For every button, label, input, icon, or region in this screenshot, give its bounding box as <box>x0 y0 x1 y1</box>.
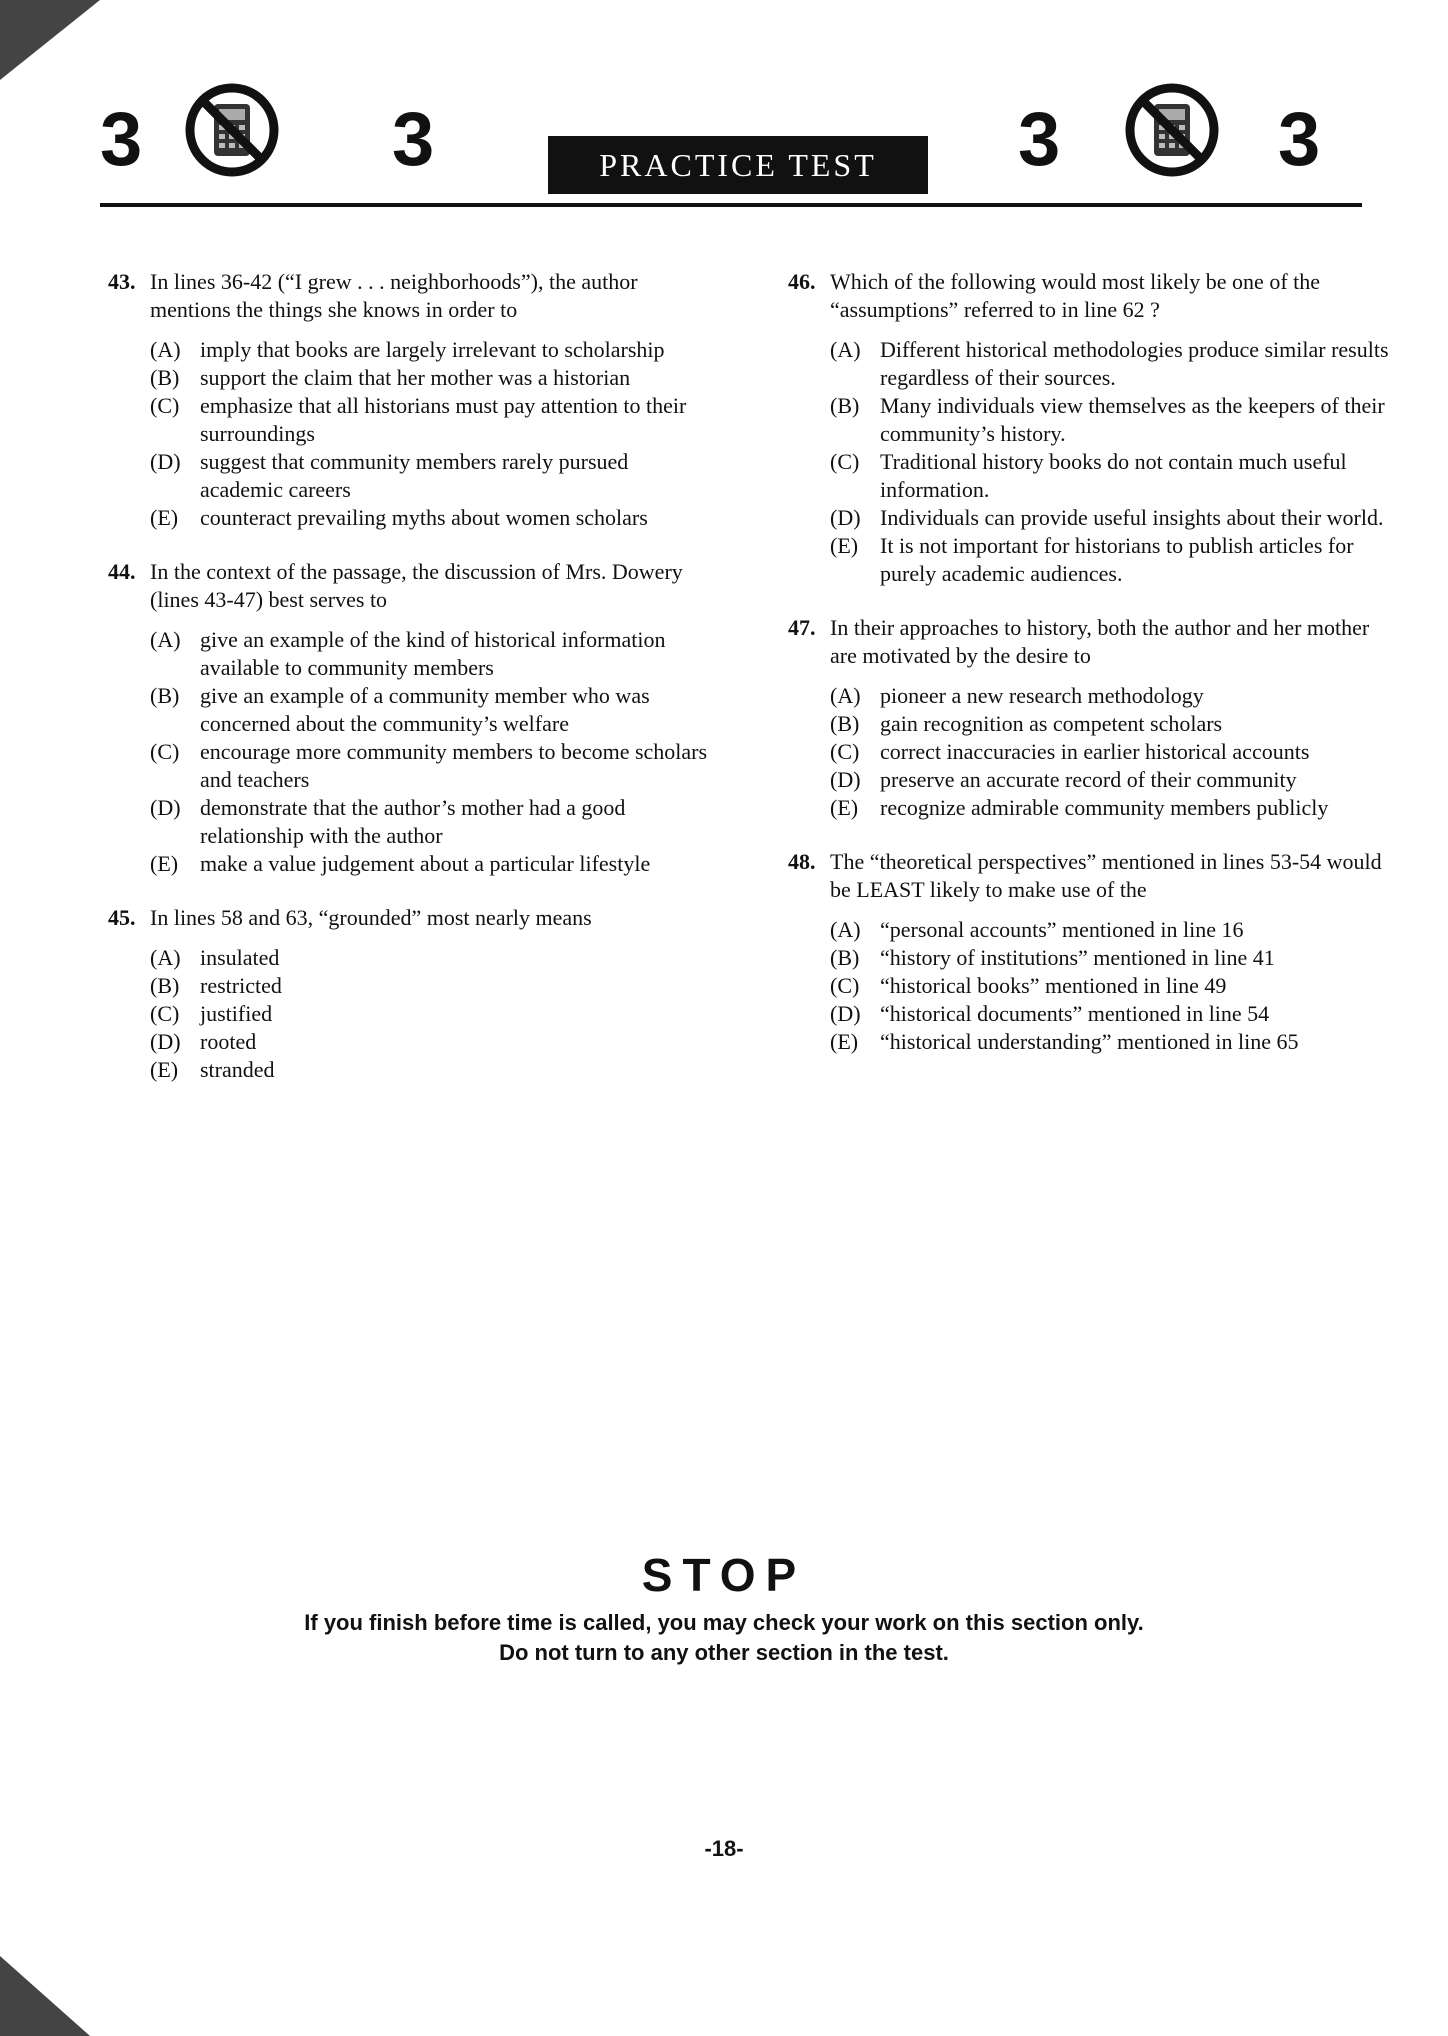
section-number-right: 3 <box>1018 97 1061 182</box>
question-text: In lines 36-42 (“I grew . . . neighborhoods”), the author mentions the things she knows in order to <box>150 269 638 322</box>
choice-text: make a value judgement about a particular lifestyle <box>200 851 651 876</box>
question-stem <box>788 614 1390 670</box>
stop-notice <box>0 1548 1448 1668</box>
choice-letter: (D) <box>830 767 861 792</box>
choice-text: “history of institutions” mentioned in line 41 <box>880 945 1275 970</box>
answer-choice <box>830 1000 1390 1028</box>
choice-text: “personal accounts” mentioned in line 16 <box>880 917 1244 942</box>
choice-letter: (B) <box>830 945 860 970</box>
choice-letter: (E) <box>150 851 179 876</box>
scan-corner-top-left <box>0 0 100 80</box>
question-text: Which of the following would most likely be one of the “assumptions” referred to in line 62 ? <box>830 269 1321 322</box>
choice-letter: (A) <box>150 627 181 652</box>
answer-choice <box>830 916 1390 944</box>
answer-choice <box>830 972 1390 1000</box>
choice-text: Many individuals view themselves as the keepers of their community’s history. <box>880 393 1385 446</box>
answer-choice <box>150 944 708 972</box>
question-number: 47. <box>788 615 816 640</box>
question-stem <box>108 558 708 614</box>
question <box>108 904 708 1084</box>
answer-choices <box>108 944 708 1084</box>
no-calculator-icon <box>1122 80 1222 180</box>
choice-text: pioneer a new research methodology <box>880 683 1204 708</box>
choice-text: support the claim that her mother was a historian <box>200 365 631 390</box>
answer-choice <box>830 1028 1390 1056</box>
choice-letter: (C) <box>150 393 180 418</box>
question-stem <box>788 848 1390 904</box>
choice-letter: (D) <box>150 795 181 820</box>
choice-letter: (C) <box>830 449 860 474</box>
choice-text: encourage more community members to become scholars and teachers <box>200 739 708 792</box>
choice-letter: (E) <box>830 1029 859 1054</box>
answer-choice <box>830 710 1390 738</box>
choice-letter: (A) <box>830 917 861 942</box>
answer-choice <box>830 682 1390 710</box>
stop-title: STOP <box>641 1549 807 1601</box>
choice-letter: (D) <box>150 449 181 474</box>
choice-text: justified <box>200 1001 273 1026</box>
answer-choice <box>150 626 708 682</box>
left-column <box>108 268 708 1110</box>
choice-letter: (C) <box>150 1001 180 1026</box>
answer-choice <box>830 738 1390 766</box>
question-stem <box>788 268 1390 324</box>
question <box>788 614 1390 822</box>
choice-text: imply that books are largely irrelevant to scholarship <box>200 337 665 362</box>
answer-choices <box>788 336 1390 588</box>
answer-choice <box>830 392 1390 448</box>
choice-text: restricted <box>200 973 282 998</box>
answer-choice <box>150 448 708 504</box>
answer-choices <box>108 626 708 878</box>
answer-choices <box>108 336 708 532</box>
choice-text: It is not important for historians to publish articles for purely academic audiences. <box>880 533 1354 586</box>
question <box>788 848 1390 1056</box>
choice-letter: (E) <box>150 1057 179 1082</box>
choice-text: insulated <box>200 945 280 970</box>
choice-text: suggest that community members rarely pursued academic careers <box>200 449 629 502</box>
answer-choice <box>150 682 708 738</box>
section-number-center: 3 <box>392 97 435 182</box>
choice-text: “historical understanding” mentioned in line 65 <box>880 1029 1299 1054</box>
question-number: 43. <box>108 269 136 294</box>
answer-choice <box>150 336 708 364</box>
choice-letter: (B) <box>150 365 180 390</box>
question-number: 44. <box>108 559 136 584</box>
answer-choice <box>150 794 708 850</box>
stop-instruction-2: Do not turn to any other section in the test. <box>499 1640 949 1665</box>
choice-letter: (C) <box>830 739 860 764</box>
answer-choice <box>150 738 708 794</box>
choice-text: recognize admirable community members publicly <box>880 795 1329 820</box>
choice-text: demonstrate that the author’s mother had a good relationship with the author <box>200 795 626 848</box>
choice-text: Traditional history books do not contain much useful information. <box>880 449 1347 502</box>
choice-letter: (D) <box>830 505 861 530</box>
answer-choice <box>830 532 1390 588</box>
question-text: In the context of the passage, the discussion of Mrs. Dowery (lines 43-47) best serves to <box>150 559 683 612</box>
practice-test-banner: PRACTICE TEST <box>548 136 928 194</box>
header-rule <box>100 203 1362 207</box>
question <box>788 268 1390 588</box>
answer-choice <box>150 1000 708 1028</box>
choice-letter: (B) <box>830 711 860 736</box>
choice-letter: (B) <box>830 393 860 418</box>
question-stem <box>108 904 708 932</box>
choice-letter: (C) <box>150 739 180 764</box>
answer-choices <box>788 916 1390 1056</box>
page-number: -18- <box>704 1836 744 1861</box>
choice-letter: (E) <box>830 795 859 820</box>
answer-choice <box>150 972 708 1000</box>
question-number: 48. <box>788 849 816 874</box>
answer-choice <box>830 766 1390 794</box>
no-calculator-icon <box>182 80 282 180</box>
answer-choice <box>830 944 1390 972</box>
answer-choice <box>830 504 1390 532</box>
choice-text: Different historical methodologies produce similar results regardless of their sources. <box>880 337 1389 390</box>
choice-letter: (A) <box>830 337 861 362</box>
answer-choice <box>150 1056 708 1084</box>
answer-choice <box>150 504 708 532</box>
answer-choice <box>830 794 1390 822</box>
choice-letter: (B) <box>150 683 180 708</box>
choice-letter: (B) <box>150 973 180 998</box>
answer-choice <box>150 1028 708 1056</box>
question-number: 46. <box>788 269 816 294</box>
choice-text: emphasize that all historians must pay attention to their surroundings <box>200 393 687 446</box>
choice-text: stranded <box>200 1057 275 1082</box>
choice-letter: (D) <box>830 1001 861 1026</box>
stop-instruction-1: If you finish before time is called, you may check your work on this section only. <box>304 1610 1144 1635</box>
choice-letter: (C) <box>830 973 860 998</box>
choice-text: preserve an accurate record of their community <box>880 767 1297 792</box>
choice-letter: (D) <box>150 1029 181 1054</box>
question-number: 45. <box>108 905 136 930</box>
question-text: In their approaches to history, both the author and her mother are motivated by the desire to <box>830 615 1370 668</box>
scan-corner-bottom-left <box>0 1956 90 2036</box>
choice-text: “historical documents” mentioned in line 54 <box>880 1001 1270 1026</box>
choice-letter: (A) <box>150 945 181 970</box>
choice-text: rooted <box>200 1029 257 1054</box>
choice-text: give an example of a community member who was concerned about the community’s welfare <box>200 683 650 736</box>
choice-text: counteract prevailing myths about women scholars <box>200 505 648 530</box>
question-text: In lines 58 and 63, “grounded” most nearly means <box>150 905 592 930</box>
choice-text: Individuals can provide useful insights about their world. <box>880 505 1384 530</box>
question-text: The “theoretical perspectives” mentioned in lines 53-54 would be LEAST likely to make use of the <box>830 849 1382 902</box>
right-column <box>788 268 1390 1082</box>
choice-letter: (E) <box>830 533 859 558</box>
choice-letter: (E) <box>150 505 179 530</box>
choice-text: gain recognition as competent scholars <box>880 711 1223 736</box>
answer-choice <box>830 448 1390 504</box>
question-stem <box>108 268 708 324</box>
answer-choice <box>150 392 708 448</box>
choice-text: “historical books” mentioned in line 49 <box>880 973 1227 998</box>
answer-choice <box>150 850 708 878</box>
section-number-far-right: 3 <box>1278 97 1321 182</box>
section-number-left: 3 <box>100 97 143 182</box>
page-header <box>100 70 1362 202</box>
question <box>108 558 708 878</box>
choice-text: correct inaccuracies in earlier historical accounts <box>880 739 1310 764</box>
answer-choice <box>830 336 1390 392</box>
answer-choice <box>150 364 708 392</box>
question <box>108 268 708 532</box>
choice-letter: (A) <box>830 683 861 708</box>
choice-text: give an example of the kind of historical information available to community members <box>200 627 666 680</box>
answer-choices <box>788 682 1390 822</box>
choice-letter: (A) <box>150 337 181 362</box>
